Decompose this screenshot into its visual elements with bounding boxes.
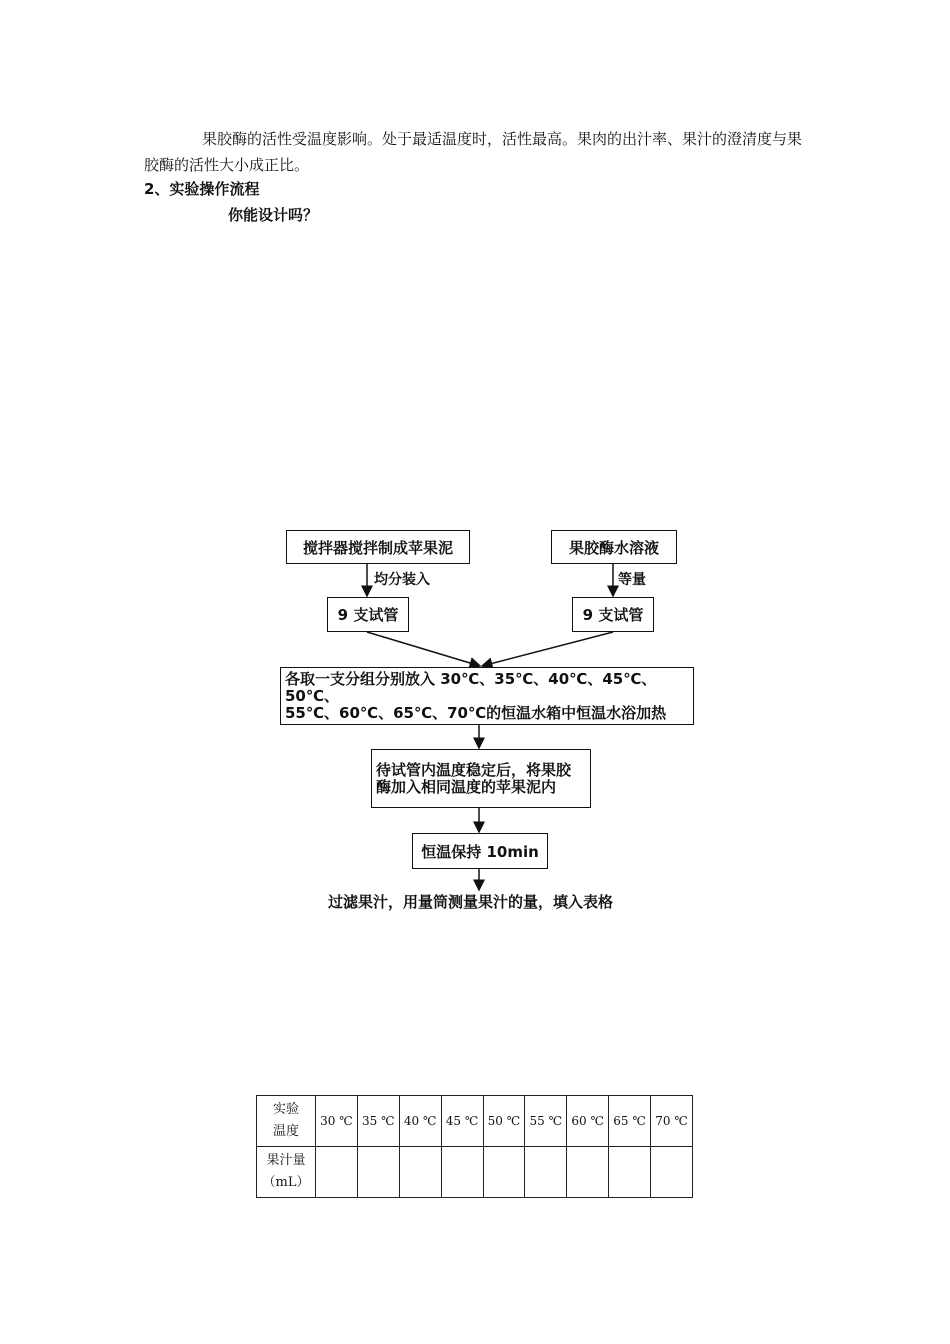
test-tubes-right-box: 9 支试管: [572, 597, 654, 632]
juice-volume-cell[interactable]: [357, 1147, 399, 1198]
juice-volume-header-line-1: 果汁量: [266, 1153, 306, 1168]
design-question: 你能设计吗？: [228, 206, 319, 224]
add-enzyme-line-1: 待试管内温度稳定后，将果胶: [376, 760, 572, 779]
table-row-temperature: [257, 1096, 693, 1147]
water-bath-line-1: 各取一支分组分别放入 30℃、35℃、40℃、45℃、50℃、: [285, 669, 657, 705]
juice-volume-cell[interactable]: [483, 1147, 525, 1198]
juice-volume-cell[interactable]: [525, 1147, 567, 1198]
temperature-header-line-1: 实验: [272, 1102, 299, 1117]
water-bath-line-2: 55℃、60℃、65℃、70℃的恒温水箱中恒温水浴加热: [285, 703, 667, 722]
test-tubes-left-box: 9 支试管: [327, 597, 409, 632]
arrow-right-tubes-to-heat: [482, 632, 613, 666]
add-enzyme-line-2: 酶加入相同温度的苹果泥内: [376, 777, 557, 796]
juice-volume-cell[interactable]: [316, 1147, 358, 1198]
section-title: 2、实验操作流程: [144, 180, 260, 198]
edge-label-equal: 等量: [618, 572, 646, 588]
temperature-cell: 60 ℃: [567, 1096, 609, 1147]
temperature-cell: 70 ℃: [651, 1096, 693, 1147]
pectinase-solution-box: 果胶酶水溶液: [551, 530, 677, 564]
juice-volume-table: [256, 1095, 693, 1198]
temperature-cell: 55 ℃: [525, 1096, 567, 1147]
temperature-cell: 65 ℃: [609, 1096, 651, 1147]
intro-paragraph: 果胶酶的活性受温度影响。处于最适温度时，活性最高。果肉的出汁率、果汁的澄清度与果胶酶的活性大小成正比。: [144, 130, 803, 174]
juice-volume-cell[interactable]: [399, 1147, 441, 1198]
temperature-cell: 50 ℃: [483, 1096, 525, 1147]
temperature-header-line-2: 温度: [272, 1124, 299, 1139]
temperature-cell: 35 ℃: [357, 1096, 399, 1147]
arrow-left-tubes-to-heat: [367, 632, 480, 666]
constant-temp-box: 恒温保持 10min: [412, 833, 548, 869]
juice-volume-header: [257, 1147, 316, 1198]
temperature-cell: 40 ℃: [399, 1096, 441, 1147]
juice-volume-cell[interactable]: [567, 1147, 609, 1198]
juice-volume-header-line-2: （mL）: [262, 1175, 310, 1190]
add-enzyme-box: [371, 749, 591, 808]
temperature-cell: 30 ℃: [316, 1096, 358, 1147]
juice-volume-cell[interactable]: [651, 1147, 693, 1198]
apple-puree-box: 搅拌器搅拌制成苹果泥: [286, 530, 470, 564]
table-row-juice-volume: [257, 1147, 693, 1198]
edge-label-divide: 均分装入: [374, 572, 430, 588]
juice-volume-cell[interactable]: [609, 1147, 651, 1198]
juice-volume-cell[interactable]: [441, 1147, 483, 1198]
temperature-header: [257, 1096, 316, 1147]
final-step-text: 过滤果汁，用量筒测量果汁的量，填入表格: [328, 893, 614, 911]
temperature-cell: 45 ℃: [441, 1096, 483, 1147]
water-bath-box: [280, 667, 694, 725]
